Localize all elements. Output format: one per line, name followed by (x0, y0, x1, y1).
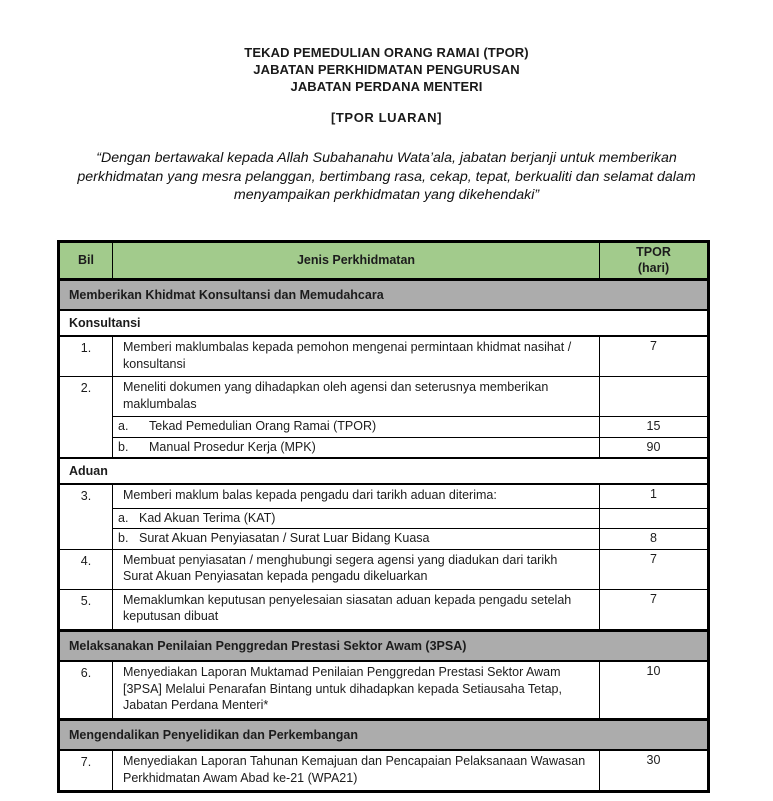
subsection-aduan (59, 458, 709, 484)
bil-cell: 6. (59, 661, 113, 719)
column-header-tpor-line2: (hari) (637, 261, 670, 275)
section-title: Memberikan Khidmat Konsultansi dan Memudahcara (59, 279, 709, 310)
quote-line-1: “Dengan bertawakal kepada Allah Subahanahu Wata’ala, jabatan berjanji untuk memberikan (96, 150, 677, 166)
subsection-title: Konsultansi (59, 310, 709, 336)
subitem-label: b. (118, 439, 129, 454)
subitem-label: a. (118, 419, 129, 433)
subsection-konsultansi (59, 310, 709, 336)
quote-line-3: menyampaikan perkhidmatan yang dikehendaki” (233, 187, 540, 203)
section-title: Mengendalikan Penyelidikan dan Perkembangan (59, 719, 709, 750)
service-cell: Meneliti dokumen yang dihadapkan oleh agensi dan seterusnya memberikan maklumbalas (113, 377, 600, 417)
tpor-value-cell: 90 (600, 437, 709, 458)
table-row-4 (59, 549, 709, 589)
bil-cell: 2. (59, 377, 113, 459)
bil-cell: 7. (59, 750, 113, 792)
subitem-text: Surat Akuan Penyiasatan / Surat Luar Bidang Kuasa (139, 531, 430, 545)
column-header-jenis: Jenis Perkhidmatan (113, 241, 600, 279)
subitem-label: a. (118, 510, 129, 525)
subsection-title: Aduan (59, 458, 709, 484)
tpor-value-cell: 8 (600, 529, 709, 550)
table-row-1 (59, 336, 709, 377)
column-header-tpor-line1: TPOR (636, 245, 671, 259)
bil-cell: 1. (59, 336, 113, 377)
subitem-text: Tekad Pemedulian Orang Ramai (TPOR) (149, 419, 377, 433)
service-cell: Membuat penyiasatan / menghubungi segera agensi yang diadukan dari tarikh Surat Akuan Penyiasatan kepada pengadu dikeluarkan (113, 549, 600, 589)
pledge-quote (0, 149, 773, 205)
table-row-5 (59, 589, 709, 630)
section-header-konsultansi-memudahcara (59, 279, 709, 310)
table-row-3a (59, 508, 709, 529)
table-row-2b (59, 437, 709, 458)
section-header-3psa (59, 630, 709, 661)
tpor-value-cell: 7 (600, 589, 709, 630)
table-row-2 (59, 377, 709, 417)
subitem-text: Manual Prosedur Kerja (MPK) (149, 439, 316, 454)
table-row-3 (59, 484, 709, 508)
subitem-label: b. (118, 531, 129, 545)
tpor-value-cell: 7 (600, 336, 709, 377)
service-subitem-cell (113, 508, 600, 529)
table-row-2a (59, 417, 709, 438)
tpor-value-cell: 30 (600, 750, 709, 792)
title-line-3: JABATAN PERDANA MENTERI (290, 79, 483, 94)
tpor-value-cell (600, 508, 709, 529)
tpor-table (57, 240, 710, 794)
tpor-value-cell: 1 (600, 484, 709, 508)
bil-cell: 3. (59, 484, 113, 549)
section-title: Melaksanakan Penilaian Penggredan Prestasi Sektor Awam (3PSA) (59, 630, 709, 661)
service-cell: Memberi maklumbalas kepada pemohon mengenai permintaan khidmat nasihat / konsultansi (113, 336, 600, 377)
service-cell: Memaklumkan keputusan penyelesaian siasatan aduan kepada pengadu setelah keputusan dibuat (113, 589, 600, 630)
title-line-2: JABATAN PERKHIDMATAN PENGURUSAN (253, 62, 520, 77)
table-header-row (59, 241, 709, 279)
quote-line-2: perkhidmatan yang mesra pelanggan, bertimbang rasa, cekap, tepat, berkualiti dan selamat dalam (77, 168, 696, 185)
subitem-text: Kad Akuan Terima (KAT) (139, 510, 276, 525)
service-subitem-cell (113, 437, 600, 458)
service-cell: Menyediakan Laporan Tahunan Kemajuan dan Pencapaian Pelaksanaan Wawasan Perkhidmatan Awam Abad ke-21 (WPA21) (113, 750, 600, 792)
section-header-penyelidikan (59, 719, 709, 750)
table-row-7 (59, 750, 709, 792)
tpor-value-cell: 15 (600, 417, 709, 438)
tpor-value-cell: 10 (600, 661, 709, 719)
tpor-value-cell: 7 (600, 549, 709, 589)
service-subitem-cell (113, 417, 600, 438)
document-header (0, 0, 773, 205)
document-subtitle: [TPOR LUARAN] (330, 110, 443, 125)
bil-cell: 5. (59, 589, 113, 630)
tpor-value-cell (600, 377, 709, 417)
column-header-bil: Bil (59, 241, 113, 279)
title-line-1: TEKAD PEMEDULIAN ORANG RAMAI (TPOR) (244, 45, 529, 60)
bil-cell: 4. (59, 549, 113, 589)
table-row-6 (59, 661, 709, 719)
column-header-tpor (600, 241, 709, 279)
table-row-3b (59, 529, 709, 550)
service-cell: Memberi maklum balas kepada pengadu dari tarikh aduan diterima: (113, 484, 600, 508)
service-subitem-cell (113, 529, 600, 550)
service-cell: Menyediakan Laporan Muktamad Penilaian Penggredan Prestasi Sektor Awam [3PSA] Melalui Penarafan Bintang untuk dihadapkan kepada Setiausaha Tetap, Jabatan Perdana Menteri* (113, 661, 600, 719)
